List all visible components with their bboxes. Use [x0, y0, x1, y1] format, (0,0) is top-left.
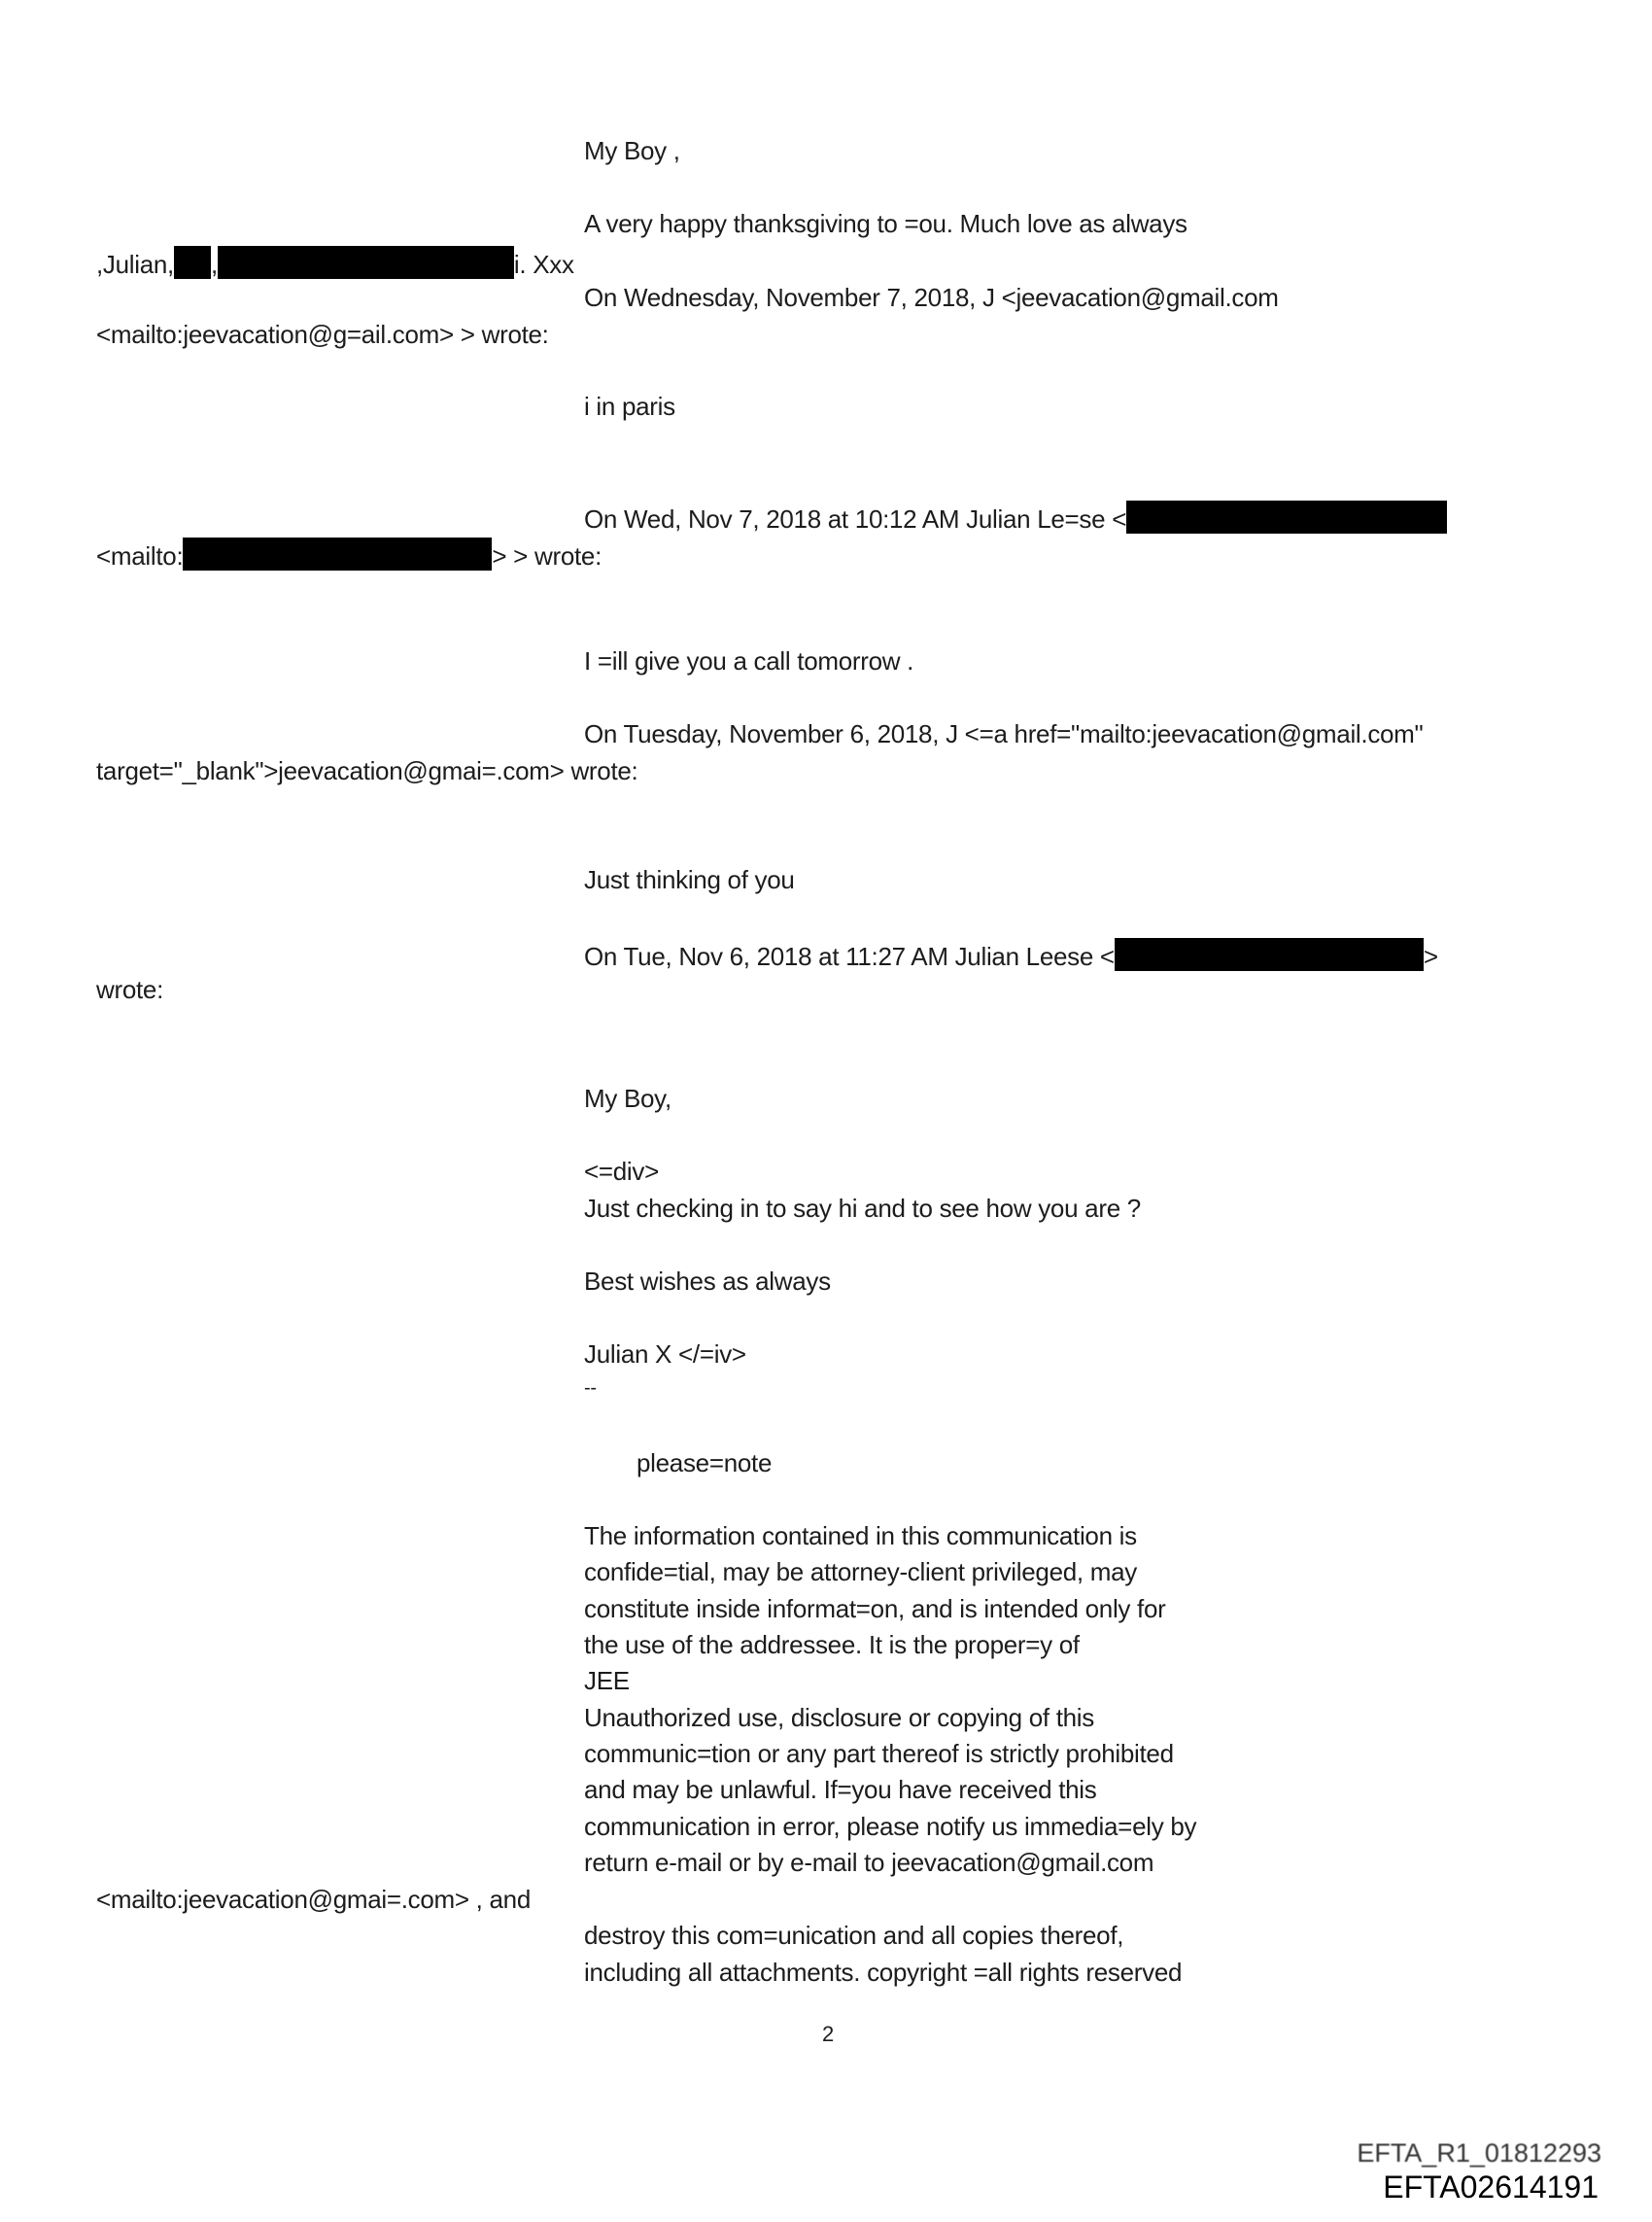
quote-header-cont: <mailto: > > wrote:	[96, 538, 602, 571]
bates-number-r1: EFTA_R1_01812293	[1357, 2138, 1601, 2168]
redaction-box	[1126, 501, 1447, 534]
signature-line: Julian X </=iv>	[584, 1339, 746, 1369]
redaction-box	[174, 246, 211, 279]
disclaimer-line: JEE	[584, 1666, 630, 1695]
greeting: My Boy ,	[584, 136, 680, 165]
greeting: My Boy,	[584, 1084, 671, 1113]
disclaimer-line: the use of the addressee. It is the proper=y of	[584, 1630, 1080, 1659]
html-artifact: <=div>	[584, 1157, 659, 1186]
message-line: i in paris	[584, 392, 675, 421]
disclaimer-line: The information contained in this communication is	[584, 1521, 1137, 1550]
quote-header: On Tue, Nov 6, 2018 at 11:27 AM Julian Leese < >	[584, 938, 1438, 971]
page-number: 2	[822, 2022, 835, 2046]
disclaimer-line: Unauthorized use, disclosure or copying of this	[584, 1703, 1094, 1732]
redaction-box	[218, 246, 514, 279]
quote-header: On Wednesday, November 7, 2018, J <jeevacation@gmail.com	[584, 283, 1279, 312]
quote-header-cont: <mailto:jeevacation@g=ail.com> > wrote:	[96, 320, 549, 349]
disclaimer-line: communication in error, please notify us immedia=ely by	[584, 1812, 1197, 1841]
quote-header: On Tuesday, November 6, 2018, J <=a href="mailto:jeevacation@gmail.com"	[584, 719, 1424, 748]
disclaimer-line: communic=tion or any part thereof is strictly prohibited	[584, 1739, 1174, 1768]
redaction-box	[183, 538, 492, 571]
quote-header: On Wed, Nov 7, 2018 at 10:12 AM Julian Le=se <	[584, 501, 1447, 534]
message-line: Just checking in to say hi and to see how you are ?	[584, 1194, 1141, 1223]
message-line: Just thinking of you	[584, 865, 795, 894]
disclaimer-line: return e-mail or by e-mail to jeevacation@gmail.com	[584, 1848, 1154, 1877]
message-line: Best wishes as always	[584, 1267, 831, 1296]
disclaimer-line: and may be unlawful. If=you have received this	[584, 1775, 1097, 1804]
disclaimer-line: including all attachments. copyright =all rights reserved	[584, 1958, 1183, 1987]
quote-header-cont: wrote:	[96, 975, 164, 1004]
disclaimer-line: constitute inside informat=on, and is intended only for	[584, 1594, 1166, 1623]
message-line: I =ill give you a call tomorrow .	[584, 646, 914, 676]
message-line: A very happy thanksgiving to =ou. Much love as always	[584, 209, 1187, 238]
disclaimer-line: confide=tial, may be attorney-client privileged, may	[584, 1557, 1137, 1586]
signature-separator: --	[584, 1377, 597, 1399]
disclaimer-line: <mailto:jeevacation@gmai=.com> , and	[96, 1885, 532, 1914]
disclaimer-heading: please=note	[637, 1448, 773, 1477]
quote-header-cont: target="_blank">jeevacation@gmai=.com> wrote:	[96, 756, 638, 785]
disclaimer-line: destroy this com=unication and all copies thereof,	[584, 1921, 1124, 1950]
redaction-box	[1115, 938, 1424, 971]
bates-number: EFTA02614191	[1383, 2170, 1599, 2205]
signature-line: ,Julian, , i. Xxx	[96, 246, 574, 279]
